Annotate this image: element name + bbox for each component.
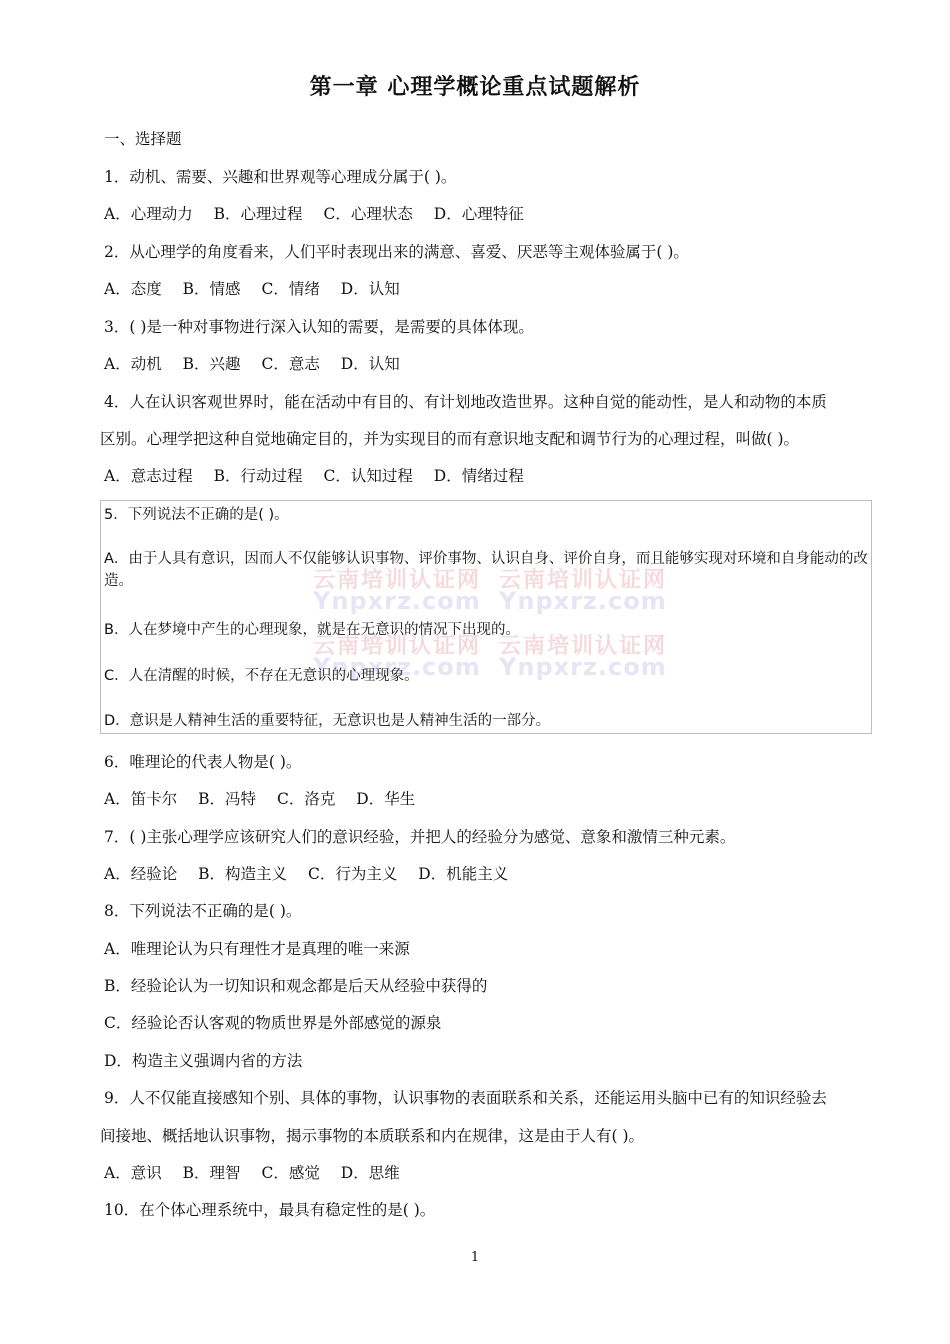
option-c: C．意志 <box>261 355 320 373</box>
option-a: A．笛卡尔 <box>104 790 178 808</box>
question-6-options <box>104 788 894 810</box>
question-1-options <box>104 203 894 225</box>
question-4-options <box>104 465 894 487</box>
watermark-url: Ynpxrz.com <box>499 653 667 681</box>
option-a: A．经验论 <box>104 865 178 883</box>
option-b: B．情感 <box>182 280 241 298</box>
question-10: 10．在个体心理系统中，最具有稳定性的是( )。 <box>104 1201 436 1219</box>
question-6: 6．唯理论的代表人物是( )。 <box>104 753 302 771</box>
question-8-option-a: A．唯理论认为只有理性才是真理的唯一来源 <box>104 940 410 958</box>
option-d: D．情绪过程 <box>433 467 524 485</box>
watermark-text: 云南培训认证网 <box>499 568 668 593</box>
option-c: C．心理状态 <box>323 205 413 223</box>
question-4-line-1: 4．人在认识客观世界时，能在活动中有目的、有计划地改造世界。这种自觉的能动性，是人和动物的本质 <box>104 393 827 411</box>
question-1: 1．动机、需要、兴趣和世界观等心理成分属于( )。 <box>104 168 457 186</box>
question-8-option-b: B．经验论认为一切知识和观念都是后天从经验中获得的 <box>104 977 488 995</box>
question-5-option-b: B．人在梦境中产生的心理现象，就是在无意识的情况下出现的。 <box>104 622 520 638</box>
question-3: 3．( )是一种对事物进行深入认知的需要，是需要的具体体现。 <box>104 318 534 336</box>
page-title: 第一章 心理学概论重点试题解析 <box>309 75 641 100</box>
question-9-options <box>104 1162 894 1184</box>
question-7: 7．( )主张心理学应该研究人们的意识经验，并把人的经验分为感觉、意象和激情三种元素。 <box>104 828 736 846</box>
option-d: D．思维 <box>340 1164 400 1182</box>
option-a: A．心理动力 <box>104 205 193 223</box>
option-b: B．理智 <box>182 1164 241 1182</box>
question-9-line-1: 9．人不仅能直接感知个别、具体的事物，认识事物的表面联系和关系，还能运用头脑中已有的知识经验去 <box>104 1089 827 1107</box>
question-9-line-2: 间接地、概括地认识事物，揭示事物的本质联系和内在规律，这是由于人有( )。 <box>100 1127 645 1145</box>
question-5-image <box>100 500 872 734</box>
option-a: A．态度 <box>104 280 162 298</box>
watermark-url: Ynpxrz.com <box>313 653 481 681</box>
question-2: 2．从心理学的角度看来，人们平时表现出来的满意、喜爱、厌恶等主观体验属于( )。 <box>104 243 689 261</box>
option-c: C．认知过程 <box>323 467 413 485</box>
watermark-url: Ynpxrz.com <box>499 587 667 615</box>
option-d: D．认知 <box>340 355 400 373</box>
option-d: D．心理特征 <box>433 205 524 223</box>
question-5: 5．下列说法不正确的是( )。 <box>104 507 289 523</box>
option-c: C．感觉 <box>261 1164 320 1182</box>
question-7-options <box>104 863 894 885</box>
question-8-option-d: D．构造主义强调内省的方法 <box>104 1052 303 1070</box>
question-5-option-a: A．由于人具有意识，因而人不仅能够认识事物、评价事物、认识自身、评价自身，而且能够实现对环境和自身能动的改造。 <box>104 551 868 589</box>
option-b: B．冯特 <box>198 790 257 808</box>
watermark-text: 云南培训认证网 <box>313 634 482 659</box>
question-8: 8．下列说法不正确的是( )。 <box>104 902 302 920</box>
question-2-options <box>104 278 894 300</box>
watermark-url: Ynpxrz.com <box>313 587 481 615</box>
question-5-option-c: C．人在清醒的时候，不存在无意识的心理现象。 <box>104 668 419 684</box>
option-a: A．意志过程 <box>104 467 193 485</box>
section-heading: 一、选择题 <box>104 130 182 148</box>
question-8-option-c: C．经验论否认客观的物质世界是外部感觉的源泉 <box>104 1014 442 1032</box>
watermark-text: 云南培训认证网 <box>313 568 482 593</box>
option-d: D．华生 <box>356 790 416 808</box>
option-b: B．构造主义 <box>198 865 288 883</box>
option-a: A．意识 <box>104 1164 162 1182</box>
option-d: D．认知 <box>340 280 400 298</box>
page-number: 1 <box>470 1250 480 1265</box>
option-c: C．行为主义 <box>307 865 398 883</box>
option-b: B．行动过程 <box>213 467 303 485</box>
option-b: B．兴趣 <box>182 355 241 373</box>
option-a: A．动机 <box>104 355 162 373</box>
option-d: D．机能主义 <box>418 865 509 883</box>
option-b: B．心理过程 <box>213 205 303 223</box>
question-5-option-d: D．意识是人精神生活的重要特征，无意识也是人精神生活的一部分。 <box>104 713 551 729</box>
option-c: C．情绪 <box>261 280 320 298</box>
option-c: C．洛克 <box>276 790 336 808</box>
watermark-text: 云南培训认证网 <box>499 634 668 659</box>
question-4-line-2: 区别。心理学把这种自觉地确定目的，并为实现目的而有意识地支配和调节行为的心理过程，叫做( )。 <box>100 430 800 448</box>
question-3-options <box>104 353 894 375</box>
